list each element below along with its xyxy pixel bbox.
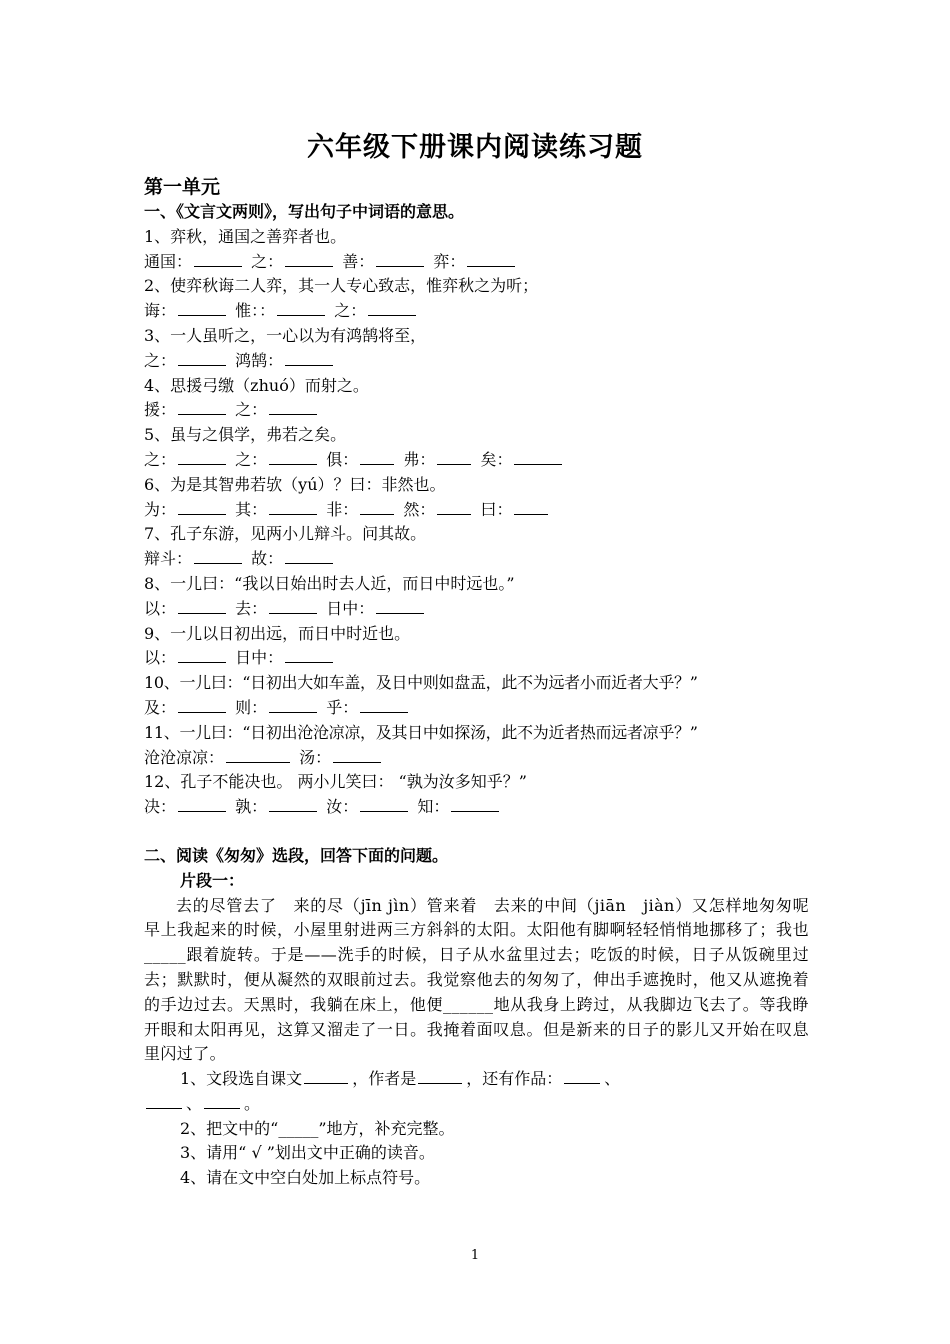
word-label: 之： (144, 449, 177, 469)
question-2-4: 4、请在文中空白处加上标点符号。 (180, 1168, 431, 1188)
answer-blank[interactable] (269, 499, 317, 515)
word-label: 惟：： (235, 301, 276, 321)
answer-blank[interactable] (269, 399, 317, 415)
answer-blank[interactable] (204, 1093, 240, 1109)
answer-line-3 (144, 349, 809, 374)
word-label: 及： (144, 697, 177, 717)
answer-blank[interactable] (368, 300, 416, 316)
word-label: 诲： (144, 301, 177, 321)
answer-blank[interactable] (178, 449, 226, 465)
word-label: 善： (342, 251, 375, 271)
word-label: 矣： (480, 449, 513, 469)
answer-blank[interactable] (269, 697, 317, 713)
answer-line-5 (144, 448, 809, 473)
word-label: 之： (144, 350, 177, 370)
answer-blank[interactable] (514, 449, 562, 465)
answer-line-1 (144, 250, 809, 275)
answer-blank[interactable] (360, 449, 394, 465)
answer-blank[interactable] (178, 598, 226, 614)
answer-blank[interactable] (178, 499, 226, 515)
word-label: 弗： (403, 449, 436, 469)
question-2-1-continued: 、 。 (144, 1092, 809, 1117)
word-label: 故： (251, 549, 284, 569)
answer-blank[interactable] (418, 1068, 462, 1084)
word-label: 非： (326, 499, 359, 519)
word-label: 其： (235, 499, 268, 519)
answer-blank[interactable] (514, 499, 548, 515)
answer-blank[interactable] (376, 598, 424, 614)
answer-blank[interactable] (269, 449, 317, 465)
question-9: 9、一儿以日初出远，而日中时近也。 (144, 623, 411, 643)
question-1: 1、弈秋，通国之善弈者也。 (144, 226, 347, 246)
answer-blank[interactable] (376, 251, 424, 267)
answer-blank[interactable] (285, 548, 333, 564)
answer-blank[interactable] (178, 796, 226, 812)
question-4: 4、思援弓缴（zhuó）而射之。 (144, 375, 369, 395)
answer-line-11 (144, 746, 809, 771)
answer-line-8 (144, 597, 809, 622)
question-2-2: 2、把文中的“_____”地方，补充完整。 (180, 1118, 455, 1138)
word-label: 汤： (299, 747, 332, 767)
answer-blank[interactable] (178, 697, 226, 713)
word-label: 则： (235, 697, 268, 717)
answer-line-12 (144, 795, 809, 820)
answer-blank[interactable] (437, 499, 471, 515)
word-label: 之： (251, 251, 284, 271)
answer-blank[interactable] (194, 548, 242, 564)
answer-blank[interactable] (360, 697, 408, 713)
question-2-3: 3、请用“ √ ”划出文中正确的读音。 (180, 1143, 435, 1163)
word-label: 日中： (326, 598, 375, 618)
answer-blank[interactable] (451, 796, 499, 812)
answer-line-7 (144, 547, 809, 572)
word-label: 以： (144, 648, 177, 668)
question-12: 12、孔子不能决也。 两小儿笑曰： “孰为汝多知乎？” (144, 772, 527, 792)
answer-blank[interactable] (226, 747, 290, 763)
answer-blank[interactable] (285, 350, 333, 366)
answer-line-4 (144, 398, 809, 423)
question-11: 11、一儿曰：“日初出沧沧凉凉，及其日中如探汤，此不为近者热而远者凉乎？” (144, 722, 698, 742)
answer-line-9 (144, 646, 809, 671)
answer-blank[interactable] (194, 251, 242, 267)
word-label: 汝： (326, 797, 359, 817)
word-label: 俱： (326, 449, 359, 469)
word-label: 援： (144, 400, 177, 420)
word-label: 孰： (235, 797, 268, 817)
answer-blank[interactable] (178, 350, 226, 366)
reading-passage: 去的尽管去了 来的尽（jīn jìn）管来着 去来的中间（jiān jiàn）又怎样地匆匆呢 早上我起来的时候，小屋里射进两三方斜斜的太阳。太阳他有脚啊轻轻悄悄地挪移了；我也_____跟着旋转。于是——洗手的时候，日子从水盆里过去；吃饭的时候，日子从饭碗里过去；默默时，便从凝然的双眼前过去。我觉察他去的匆匆了，伸出手遮挽时，他又从遮挽着的手边过去。天黑时，我躺在床上，他便______地从我身上跨过，从我脚边飞去了。等我睁开眼和太阳再见，这算又溜走了一日。我掩着面叹息。但是新来的日子的影儿又开始在叹息里闪过了。 (144, 895, 826, 1064)
word-label: 弈： (433, 251, 466, 271)
word-label: 知： (417, 797, 450, 817)
answer-blank[interactable] (360, 796, 408, 812)
excerpt-label: 片段一： (180, 870, 245, 890)
word-label: 曰： (480, 499, 513, 519)
word-label: 之： (235, 400, 268, 420)
page-number: 1 (470, 1248, 480, 1263)
answer-blank[interactable] (333, 747, 381, 763)
answer-blank[interactable] (178, 300, 226, 316)
answer-blank[interactable] (467, 251, 515, 267)
question-6: 6、为是其智弗若欤（yú）？曰：非然也。 (144, 474, 446, 494)
answer-blank[interactable] (360, 499, 394, 515)
answer-blank[interactable] (178, 647, 226, 663)
answer-line-2 (144, 299, 809, 324)
word-label: 沧沧凉凉： (144, 747, 225, 767)
answer-blank[interactable] (269, 598, 317, 614)
answer-blank[interactable] (269, 796, 317, 812)
question-2: 2、使弈秋诲二人弈，其一人专心致志，惟弈秋之为听； (144, 276, 539, 296)
question-3: 3、一人虽听之，一心以为有鸿鹄将至， (144, 325, 427, 345)
page-title: 六年级下册课内阅读练习题 (307, 132, 643, 163)
answer-line-10 (144, 696, 809, 721)
question-10: 10、一儿曰：“日初出大如车盖，及日中则如盘盂，此不为远者小而近者大乎？” (144, 673, 698, 693)
word-label: 日中： (235, 648, 284, 668)
word-label: 通国： (144, 251, 193, 271)
word-label: 为： (144, 499, 177, 519)
word-label: 然： (403, 499, 436, 519)
answer-blank[interactable] (178, 399, 226, 415)
word-label: 之： (334, 301, 367, 321)
answer-blank[interactable] (285, 251, 333, 267)
answer-blank[interactable] (146, 1093, 182, 1109)
word-label: 去： (235, 598, 268, 618)
section-1-heading: 一、《文言文两则》，写出句子中词语的意思。 (144, 202, 465, 221)
word-label: 辩斗： (144, 549, 193, 569)
word-label: 以： (144, 598, 177, 618)
section-2-heading: 二、阅读《匆匆》选段，回答下面的问题。 (144, 845, 449, 865)
answer-blank[interactable] (277, 300, 325, 316)
word-label: 乎： (326, 697, 359, 717)
question-7: 7、孔子东游，见两小儿辩斗。问其故。 (144, 524, 427, 544)
word-label: 鸿鹄： (235, 350, 284, 370)
word-label: 决： (144, 797, 177, 817)
answer-line-6 (144, 498, 809, 523)
question-8: 8、一儿曰：“我以日始出时去人近，而日中时远也。” (144, 573, 515, 593)
answer-blank[interactable] (304, 1068, 348, 1084)
section-spacer (144, 820, 809, 844)
content-body (144, 174, 826, 1191)
question-2-1: 1、文段选自课文 ，作者是 ，还有作品： 、 (180, 1069, 621, 1089)
unit-heading: 第一单元 (144, 176, 221, 198)
word-label: 之： (235, 449, 268, 469)
question-5: 5、虽与之俱学，弗若之矣。 (144, 425, 347, 445)
answer-blank[interactable] (285, 647, 333, 663)
answer-blank[interactable] (437, 449, 471, 465)
answer-blank[interactable] (564, 1068, 600, 1084)
